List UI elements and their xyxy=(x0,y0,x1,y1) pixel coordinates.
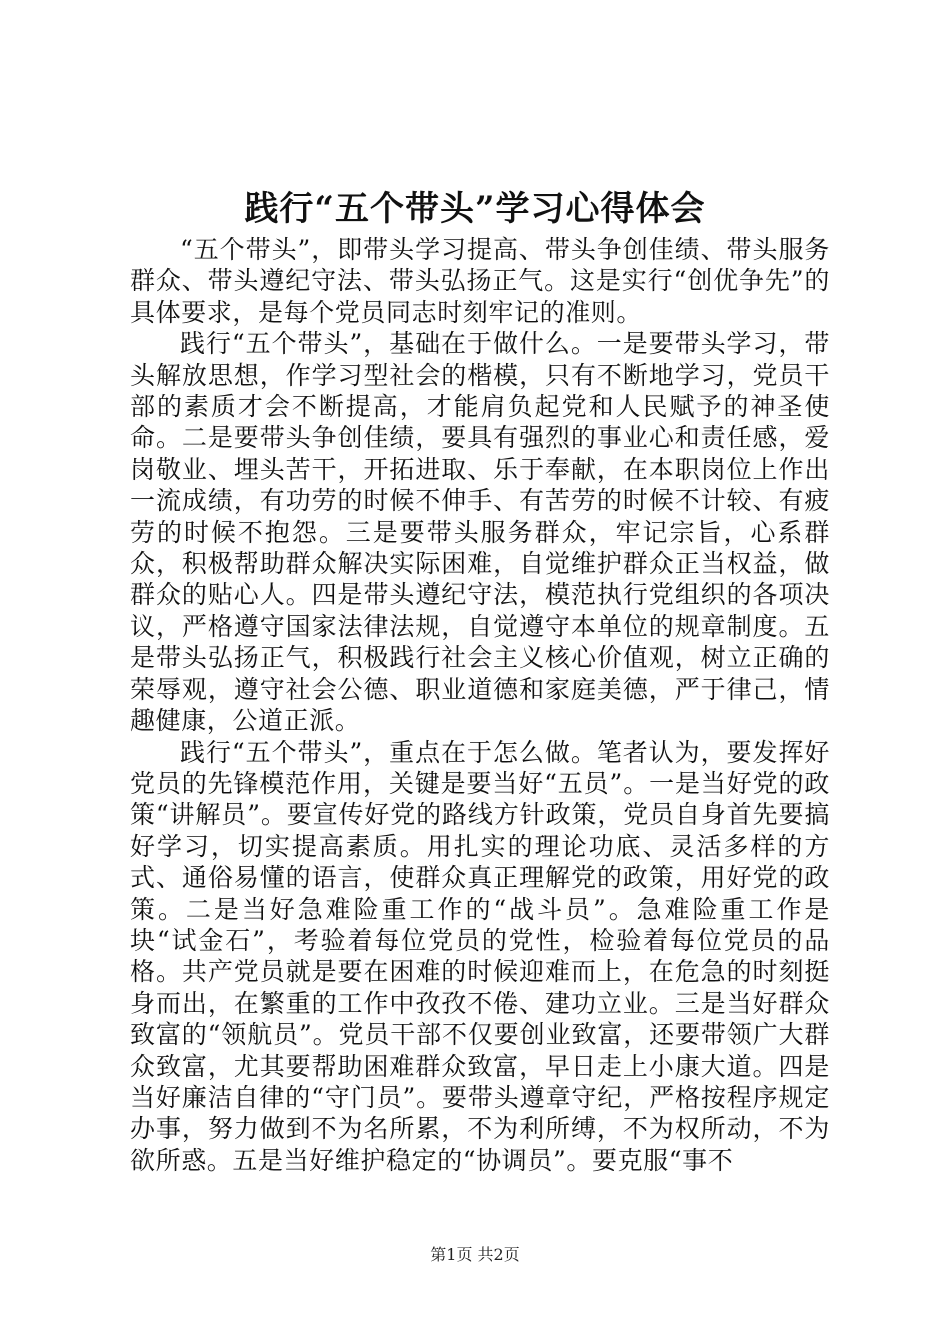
document-body xyxy=(130,234,830,1176)
paragraph-how-to-do: 践行“五个带头”，重点在于怎么做。笔者认为，要发挥好党员的先锋模范作用，关键是要当好“五员”。一是当好党的政策“讲解员”。要宣传好党的路线方针政策，党员自身首先要搞好学习，切实提高素质。用扎实的理论功底、灵活多样的方式、通俗易懂的语言，使群众真正理解党的政策，用好党的政策。二是当好急难险重工作的“战斗员”。急难险重工作是块“试金石”，考验着每位党员的党性，检验着每位党员的品格。共产党员就是要在困难的时候迎难而上，在危急的时刻挺身而出，在繁重的工作中孜孜不倦、建功立业。三是当好群众致富的“领航员”。党员干部不仅要创业致富，还要带领广大群众致富，尤其要帮助困难群众致富，早日走上小康大道。四是当好廉洁自律的“守门员”。要带头遵章守纪，严格按程序规定办事，努力做到不为名所累，不为利所缚，不为权所动，不为欲所惑。五是当好维护稳定的“协调员”。要克服“事不 xyxy=(130,737,830,1175)
paragraph-what-to-do: 践行“五个带头”，基础在于做什么。一是要带头学习，带头解放思想，作学习型社会的楷模，只有不断地学习，党员干部的素质才会不断提高，才能肩负起党和人民赋予的神圣使命。二是要带头争创佳绩，要具有强烈的事业心和责任感，爱岗敬业、埋头苦干，开拓进取、乐于奉献，在本职岗位上作出一流成绩，有功劳的时候不伸手、有苦劳的时候不计较、有疲劳的时候不抱怨。三是要带头服务群众，牢记宗旨，心系群众，积极帮助群众解决实际困难，自觉维护群众正当权益，做群众的贴心人。四是带头遵纪守法，模范执行党组织的各项决议，严格遵守国家法律法规，自觉遵守本单位的规章制度。五是带头弘扬正气，积极践行社会主义核心价值观，树立正确的荣辱观，遵守社会公德、职业道德和家庭美德，严于律己，情趣健康，公道正派。 xyxy=(130,329,830,736)
document-title: 践行“五个带头”学习心得体会 xyxy=(244,189,706,229)
page-number-footer: 第1页 共2页 xyxy=(430,1245,520,1264)
paragraph-intro: “五个带头”，即带头学习提高、带头争创佳绩、带头服务群众、带头遵纪守法、带头弘扬正气。这是实行“创优争先”的具体要求，是每个党员同志时刻牢记的准则。 xyxy=(130,235,830,327)
